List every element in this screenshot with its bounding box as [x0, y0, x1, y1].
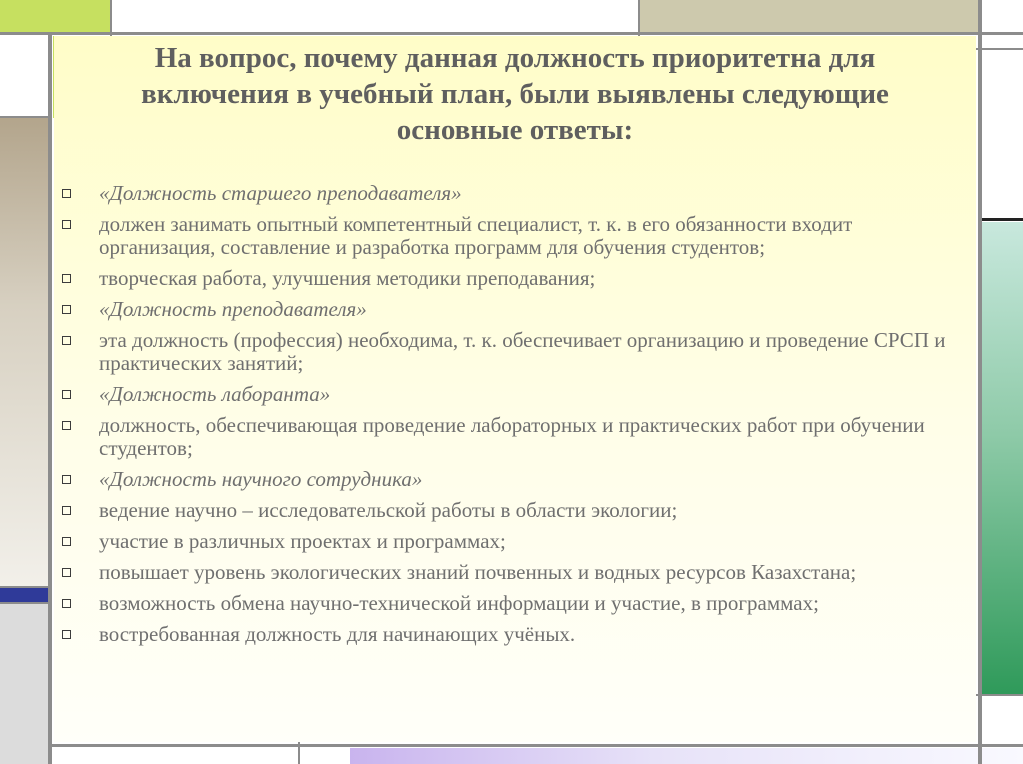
- list-item: [54, 213, 976, 259]
- square-bullet-icon: [62, 599, 71, 608]
- square-bullet-icon: [62, 274, 71, 283]
- list-item: [54, 182, 976, 205]
- title-line-3: основные ответы:: [396, 114, 634, 146]
- deco-line: [978, 0, 982, 764]
- deco-navy-block: [0, 588, 48, 602]
- list-item-text: творческая работа, улучшения методики преподавания;: [99, 266, 596, 290]
- list-item: [54, 623, 976, 646]
- deco-teal-gradient-block: [982, 222, 1023, 694]
- square-bullet-icon: [62, 305, 71, 314]
- list-item-text: возможность обмена научно-технической информации и участие, в программах;: [99, 591, 819, 615]
- list-item: [54, 383, 976, 406]
- list-item-text: повышает уровень экологических знаний почвенных и водных ресурсов Казахстана;: [99, 560, 857, 584]
- square-bullet-icon: [62, 336, 71, 345]
- deco-line-dark: [982, 218, 1023, 221]
- deco-purple-gradient-block: [350, 748, 1023, 764]
- title-line-2: включения в учебный план, были выявлены следующие: [141, 78, 889, 110]
- square-bullet-icon: [62, 220, 71, 229]
- square-bullet-icon: [62, 421, 71, 430]
- square-bullet-icon: [62, 568, 71, 577]
- deco-line: [48, 32, 52, 764]
- list-item-text: «Должность преподавателя»: [99, 297, 367, 321]
- deco-line: [48, 744, 1023, 747]
- deco-brown-gradient-block: [0, 118, 48, 588]
- deco-line: [0, 116, 48, 118]
- list-item-text: должность, обеспечивающая проведение лабораторных и практических работ при обучении студентов;: [99, 413, 925, 460]
- list-item: [54, 468, 976, 491]
- slide-title: [54, 40, 976, 148]
- list-item-text: должен занимать опытный компетентный специалист, т. к. в его обязанности входит организация, составление и разработка программ для обучения студентов;: [99, 212, 853, 259]
- list-item-text: востребованная должность для начинающих учёных.: [99, 622, 576, 646]
- slide-content-area: [54, 36, 976, 742]
- list-item: [54, 592, 976, 615]
- list-item: [54, 530, 976, 553]
- list-item-text: «Должность научного сотрудника»: [99, 467, 423, 491]
- list-item-text: эта должность (профессия) необходима, т. к. обеспечивает организацию и проведение СРСП и практических занятий;: [99, 328, 946, 375]
- list-item: [54, 329, 976, 375]
- list-item-text: «Должность лаборанта»: [99, 382, 331, 406]
- title-line-1: На вопрос, почему данная должность приоритетна для: [154, 42, 876, 74]
- deco-grey-block: [0, 604, 48, 764]
- list-item-text: ведение научно – исследовательской работы в области экологии;: [99, 498, 678, 522]
- list-item-text: «Должность старшего преподавателя»: [99, 181, 462, 205]
- square-bullet-icon: [62, 537, 71, 546]
- square-bullet-icon: [62, 475, 71, 484]
- square-bullet-icon: [62, 390, 71, 399]
- list-item: [54, 414, 976, 460]
- square-bullet-icon: [62, 630, 71, 639]
- bullet-list: [54, 182, 976, 654]
- deco-green-block-top: [0, 0, 110, 32]
- list-item: [54, 499, 976, 522]
- deco-line: [0, 586, 48, 588]
- square-bullet-icon: [62, 189, 71, 198]
- deco-line: [0, 32, 1023, 35]
- list-item: [54, 298, 976, 321]
- deco-tan-block: [640, 0, 978, 32]
- square-bullet-icon: [62, 506, 71, 515]
- list-item-text: участие в различных проектах и программах;: [99, 529, 506, 553]
- list-item: [54, 267, 976, 290]
- deco-line: [0, 602, 48, 604]
- list-item: [54, 561, 976, 584]
